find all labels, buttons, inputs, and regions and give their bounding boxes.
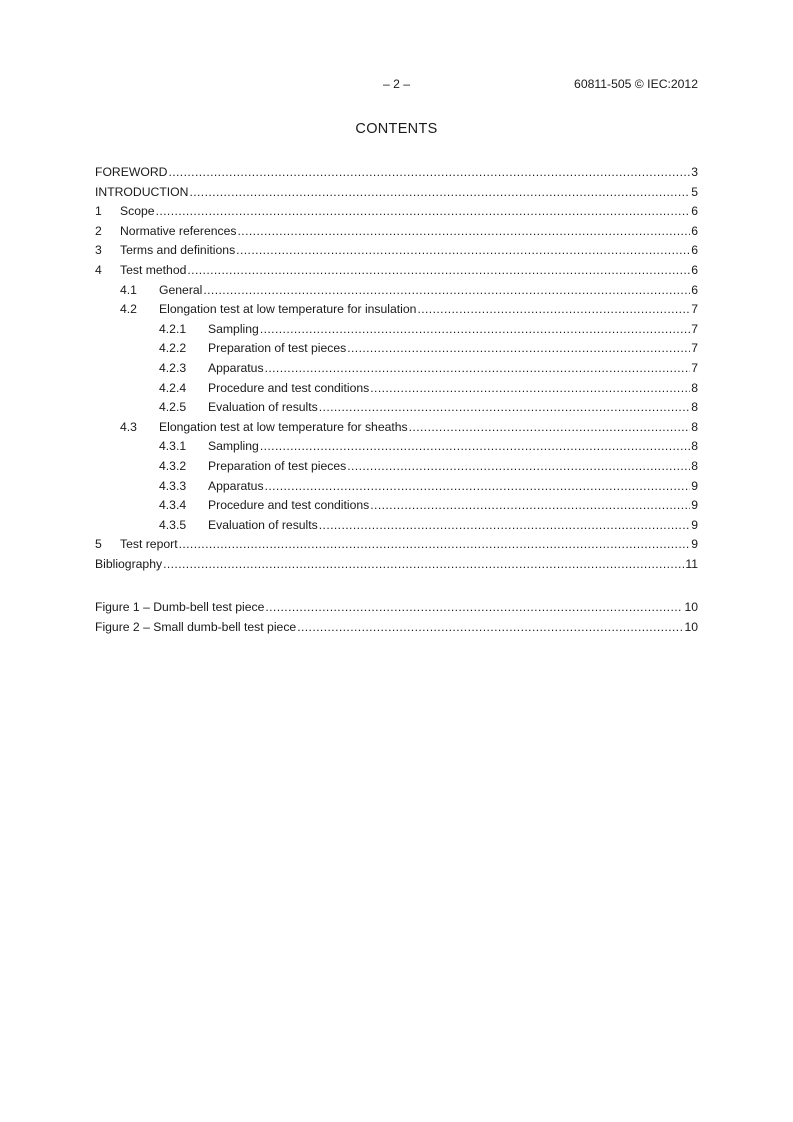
page-number: – 2 – (382, 77, 411, 91)
toc-entry-general[interactable] (95, 281, 698, 301)
toc-entry-number: 4.2.4 (159, 380, 187, 395)
toc-entry-label: Normative references (120, 223, 237, 238)
toc-entry-label: Elongation test at low temperature for sheaths (159, 419, 408, 434)
toc-entry-page: 7 (691, 341, 698, 356)
toc-entry-label: Evaluation of results (208, 517, 318, 532)
toc-entry-number: 3 (95, 243, 102, 258)
toc-entry-label: Preparation of test pieces (208, 341, 347, 356)
toc-entry-label: Procedure and test conditions (208, 498, 370, 513)
toc-entry-number: 4.3.5 (159, 517, 187, 532)
toc-entry-number: 4.2.3 (159, 360, 187, 375)
section-spacer (95, 574, 698, 598)
toc-entry-page: 9 (691, 498, 698, 513)
toc-entry-elongation-insulation[interactable] (95, 300, 698, 320)
toc-entry-number: 4.3 (120, 419, 137, 434)
leader-dots (260, 437, 690, 457)
toc-entry-elongation-sheaths[interactable] (95, 418, 698, 438)
leader-dots (265, 598, 683, 618)
toc-entry-page: 8 (691, 400, 698, 415)
toc-entry-number: 2 (95, 223, 102, 238)
toc-entry-number: 4.3.3 (159, 478, 187, 493)
toc-entry-label: Elongation test at low temperature for insulation (159, 302, 417, 317)
toc-entry-page: 3 (691, 165, 698, 179)
toc-entry-page: 7 (691, 360, 698, 375)
toc-entry-label: FOREWORD (95, 165, 168, 179)
toc-entry-number: 4.3.4 (159, 498, 187, 513)
leader-dots (370, 379, 690, 399)
toc-entry-bibliography[interactable] (95, 555, 698, 575)
toc-entry-test-method[interactable] (95, 261, 698, 281)
leader-dots (203, 281, 690, 301)
toc-entry-insulation-sampling[interactable] (95, 320, 698, 340)
toc-entry-number: 4 (95, 262, 102, 277)
toc-entry-label: Evaluation of results (208, 400, 318, 415)
toc-entry-label: Sampling (208, 321, 259, 336)
toc-entry-terms-definitions[interactable] (95, 241, 698, 261)
toc-entry-label: Test method (120, 262, 187, 277)
toc-entry-page: 6 (691, 243, 698, 258)
toc-entry-page: 8 (691, 439, 698, 454)
toc-entry-label: Bibliography (95, 556, 163, 571)
toc-entry-page: 6 (691, 282, 698, 297)
toc-entry-label: Sampling (208, 439, 259, 454)
toc-entry-label: Apparatus (208, 360, 264, 375)
toc-entry-page: 7 (691, 302, 698, 317)
toc-entry-page: 11 (685, 556, 698, 571)
toc-entry-number: 4.1 (120, 282, 137, 297)
toc-entry-page: 9 (691, 478, 698, 493)
leader-dots (417, 300, 690, 320)
leader-dots (265, 359, 691, 379)
toc-entry-test-report[interactable] (95, 535, 698, 555)
leader-dots (265, 477, 691, 497)
leader-dots (260, 320, 690, 340)
figure-entry-page: 10 (684, 600, 698, 615)
figure-entry-1[interactable] (95, 598, 698, 618)
toc-entry-page: 6 (691, 204, 698, 219)
toc-entry-number: 4.2.2 (159, 341, 187, 356)
toc-entry-label: General (159, 282, 203, 297)
toc-entry-label: Test report (120, 537, 178, 552)
toc-entry-number: 1 (95, 204, 102, 219)
leader-dots (236, 241, 690, 261)
toc-entry-sheaths-evaluation[interactable] (95, 516, 698, 536)
toc-entry-scope[interactable] (95, 202, 698, 222)
figure-entry-page: 10 (684, 620, 698, 635)
toc-entry-sheaths-preparation[interactable] (95, 457, 698, 477)
leader-dots (319, 516, 690, 536)
toc-entry-page: 5 (691, 184, 698, 199)
toc-entry-insulation-evaluation[interactable] (95, 398, 698, 418)
leader-dots (187, 261, 690, 281)
toc-entry-number: 4.3.1 (159, 439, 187, 454)
toc-entry-page: 8 (691, 458, 698, 473)
leader-dots (347, 457, 690, 477)
toc-entry-insulation-procedure[interactable] (95, 379, 698, 399)
toc-entry-normative-references[interactable] (95, 222, 698, 242)
figure-entry-2[interactable] (95, 618, 698, 638)
leader-dots (347, 339, 690, 359)
leader-dots (189, 183, 690, 203)
toc-entry-label: Procedure and test conditions (208, 380, 370, 395)
toc-entry-sheaths-procedure[interactable] (95, 496, 698, 516)
toc-entry-insulation-apparatus[interactable] (95, 359, 698, 379)
figure-entry-label: Figure 2 – Small dumb-bell test piece (95, 620, 297, 635)
toc-entry-number: 4.2.1 (159, 321, 187, 336)
toc-entry-sheaths-apparatus[interactable] (95, 477, 698, 497)
contents-title: CONTENTS (355, 121, 438, 137)
page-header (95, 77, 698, 93)
toc-entry-label: Terms and definitions (120, 243, 236, 258)
toc-entry-label: INTRODUCTION (95, 184, 189, 199)
leader-dots (370, 496, 690, 516)
leader-dots (179, 535, 691, 555)
figure-entry-label: Figure 1 – Dumb-bell test piece (95, 600, 265, 615)
toc-entry-page: 9 (691, 537, 698, 552)
toc-entry-sheaths-sampling[interactable] (95, 437, 698, 457)
leader-dots (297, 618, 683, 638)
toc-entry-number: 4.2.5 (159, 400, 187, 415)
toc-entry-number: 4.2 (120, 302, 137, 317)
toc-entry-page: 8 (691, 380, 698, 395)
leader-dots (168, 163, 690, 183)
toc-entry-introduction[interactable] (95, 183, 698, 203)
toc-entry-insulation-preparation[interactable] (95, 339, 698, 359)
document-reference: 60811-505 © IEC:2012 (574, 77, 698, 91)
leader-dots (156, 202, 691, 222)
leader-dots (409, 418, 691, 438)
toc-entry-page: 8 (691, 419, 698, 434)
leader-dots (163, 555, 684, 575)
toc-entry-label: Scope (120, 204, 155, 219)
toc-entry-page: 9 (691, 517, 698, 532)
toc-entry-number: 4.3.2 (159, 458, 187, 473)
leader-dots (238, 222, 691, 242)
toc-entry-page: 7 (691, 321, 698, 336)
toc-entry-foreword[interactable] (95, 163, 698, 183)
toc-entry-label: Apparatus (208, 478, 264, 493)
table-of-contents (95, 163, 698, 638)
toc-entry-label: Preparation of test pieces (208, 458, 347, 473)
toc-entry-page: 6 (691, 223, 698, 238)
leader-dots (319, 398, 690, 418)
toc-entry-number: 5 (95, 537, 102, 552)
toc-entry-page: 6 (691, 262, 698, 277)
